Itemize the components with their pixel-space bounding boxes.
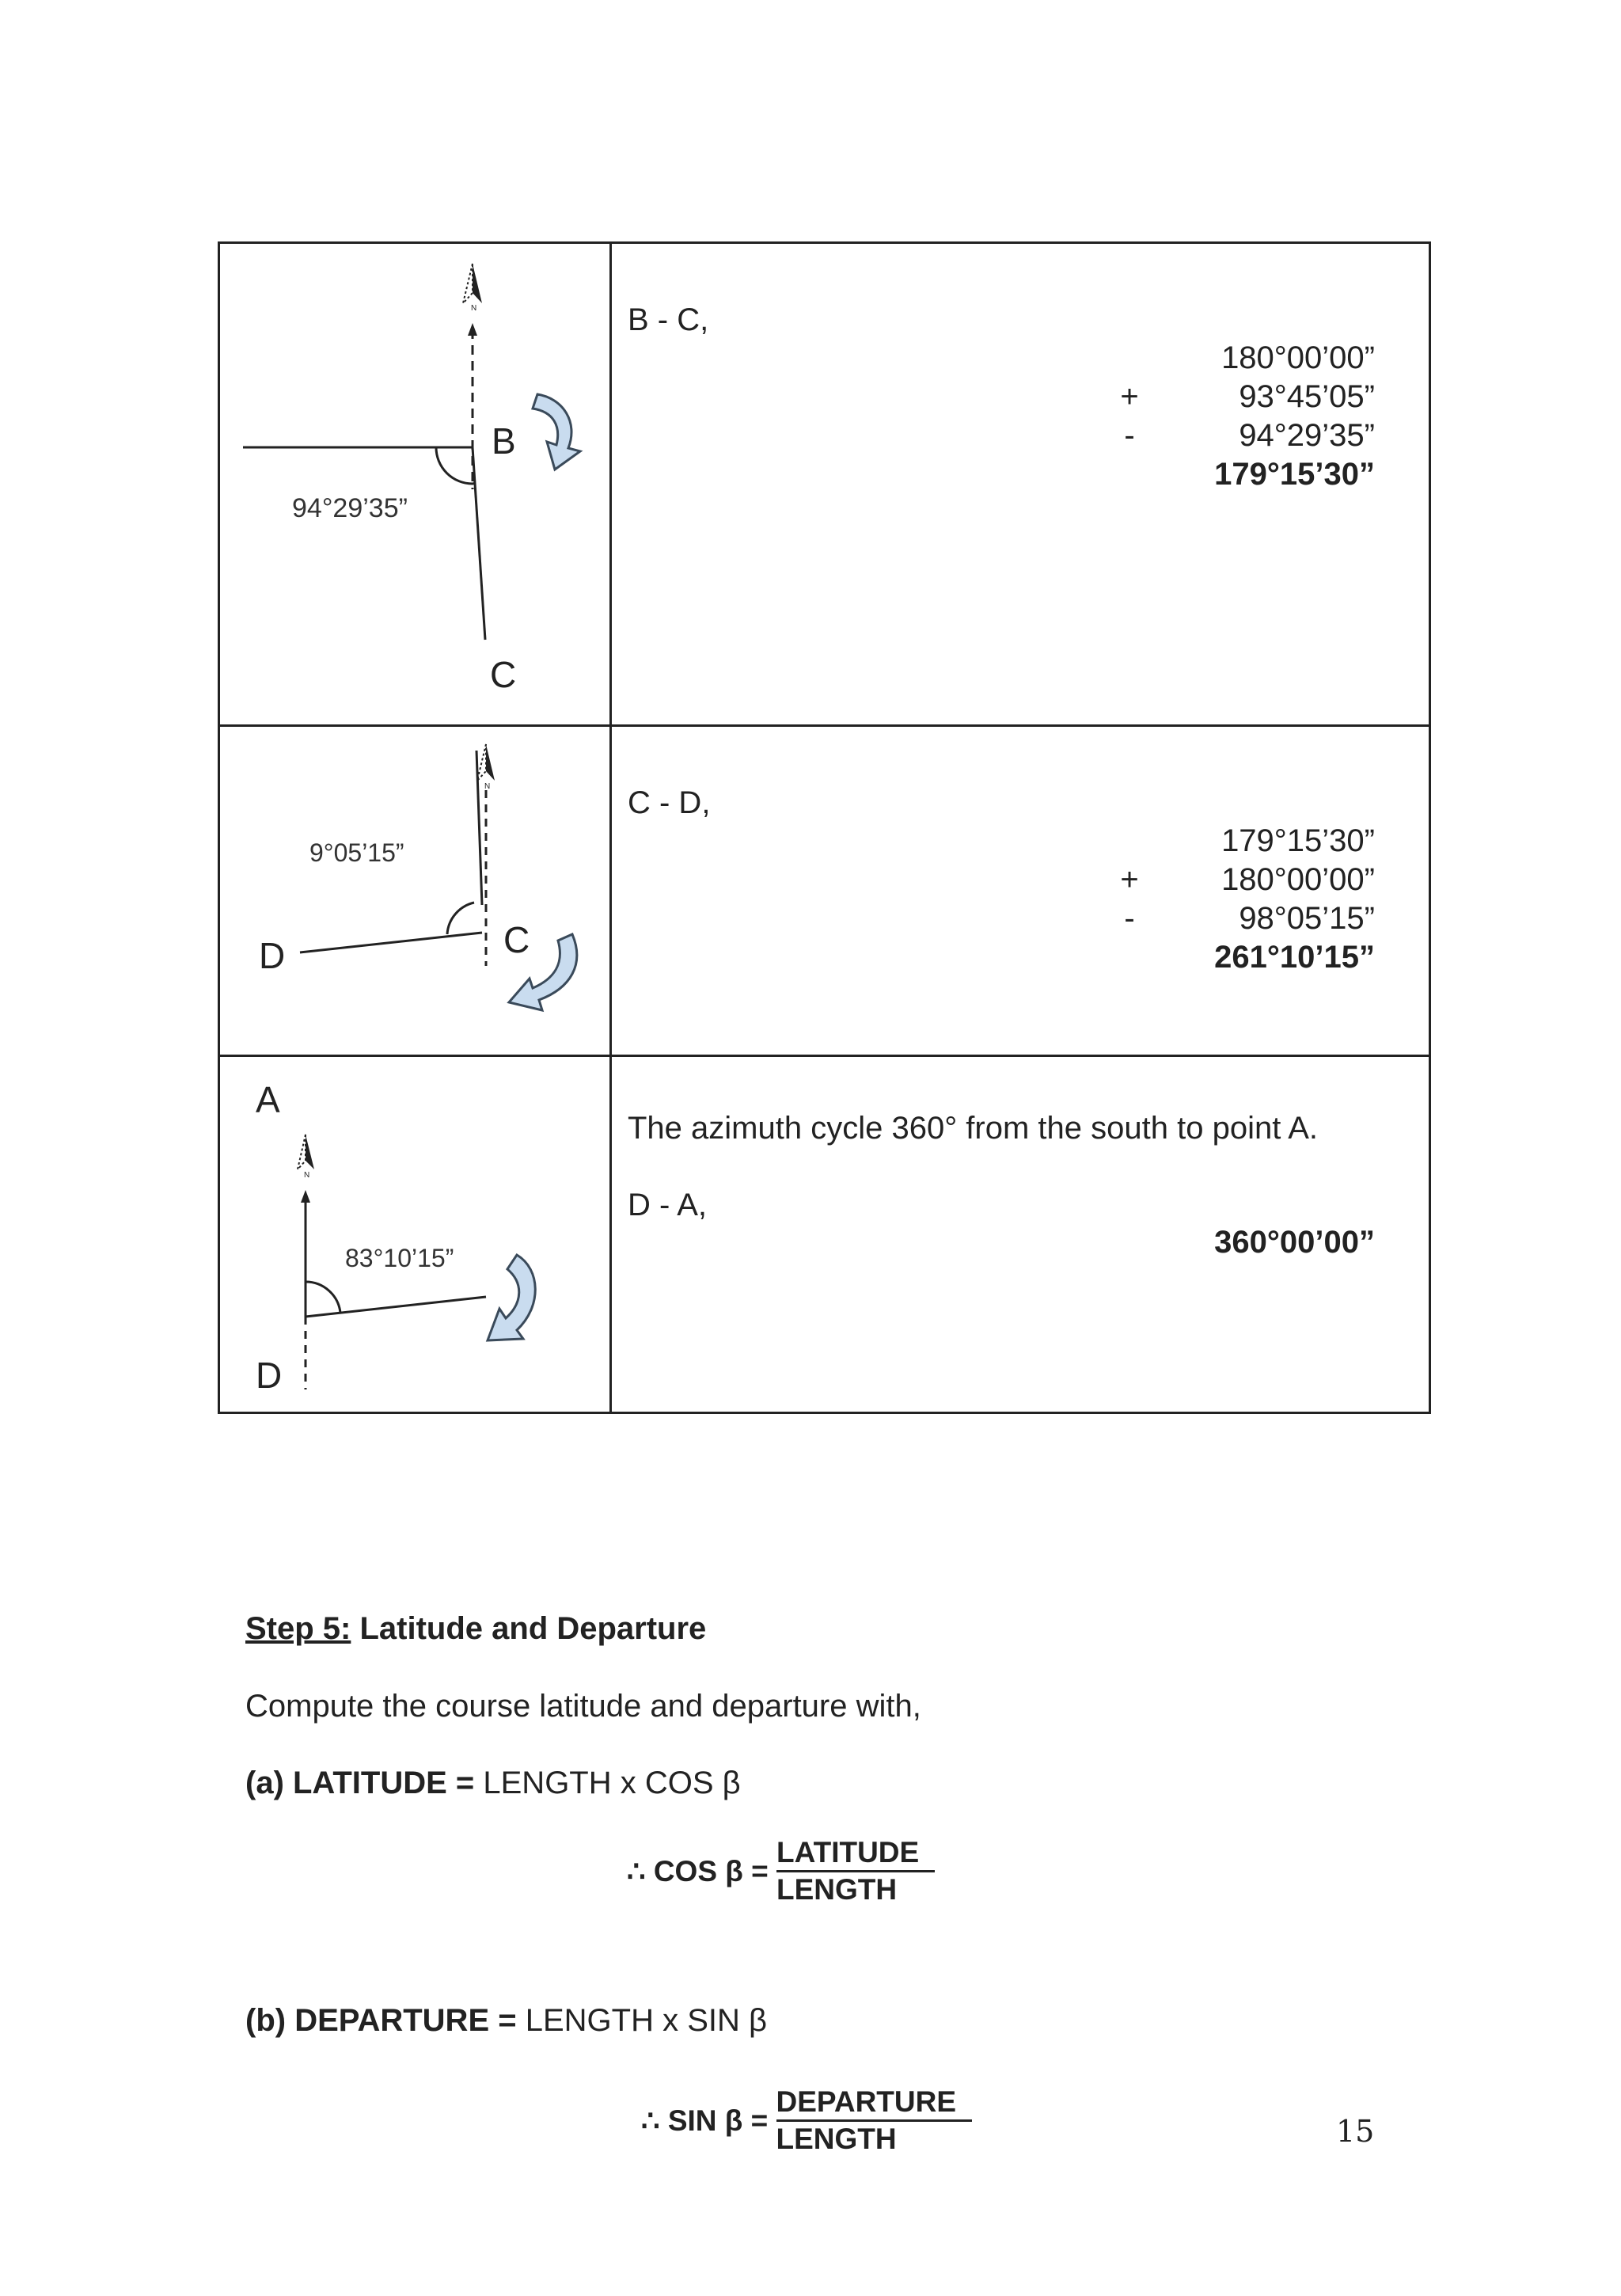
calc-row: + 180°00’00” xyxy=(1120,862,1375,897)
north-arrow-icon xyxy=(463,264,482,313)
meridian-arrowhead xyxy=(468,323,477,336)
sin-numerator: DEPARTURE xyxy=(776,2085,973,2122)
rotation-arrow-icon xyxy=(533,394,580,469)
cos-formula xyxy=(627,1835,935,1907)
svg-text:N: N xyxy=(471,304,477,313)
calc-row: 179°15’30” xyxy=(1221,823,1375,858)
cos-denominator: LENGTH xyxy=(776,1873,898,1906)
angle-arc xyxy=(306,1282,340,1313)
sin-fraction xyxy=(776,2085,973,2157)
cos-fraction xyxy=(776,1835,935,1907)
step-label: Step 5: xyxy=(245,1611,351,1646)
point-label-d: D xyxy=(256,1355,283,1396)
azimuth-note: The azimuth cycle 360° from the south to point A. xyxy=(628,1111,1319,1146)
cos-numerator: LATITUDE xyxy=(776,1835,935,1872)
latitude-definition xyxy=(245,1766,741,1801)
cos-formula-lhs: ∴ COS β = xyxy=(627,1855,769,1887)
sin-denominator: LENGTH xyxy=(776,2123,897,2155)
calc-row: 180°00’00” xyxy=(1221,340,1375,375)
line-c-d xyxy=(300,933,482,952)
north-arrow-icon xyxy=(477,744,495,791)
calc-block xyxy=(1114,1223,1375,1262)
calc-block xyxy=(1114,822,1375,977)
latitude-label: (a) LATITUDE = xyxy=(245,1766,475,1800)
calc-cell-c-d xyxy=(612,727,1429,1055)
calc-row: - 94°29’35” xyxy=(1124,418,1375,453)
diagram-b-c-svg xyxy=(222,244,609,724)
sin-formula xyxy=(641,2085,972,2157)
calc-block xyxy=(1114,339,1375,494)
calc-heading: B - C, xyxy=(628,302,709,337)
calc-result: 179°15’30” xyxy=(1214,457,1375,492)
angle-arc xyxy=(436,447,476,484)
angle-label: 83°10’15” xyxy=(345,1244,454,1272)
angle-label: 9°05’15” xyxy=(309,838,404,867)
line-d-b xyxy=(306,1297,486,1317)
calc-result: 360°00’00” xyxy=(1214,1225,1375,1260)
diagram-d-a-svg xyxy=(222,1057,609,1414)
diagram-c-d-svg xyxy=(222,727,609,1055)
calc-heading: C - D, xyxy=(628,785,711,820)
diagram-d-a xyxy=(222,1057,609,1414)
point-label-a: A xyxy=(256,1079,280,1120)
step-title: Latitude and Departure xyxy=(351,1611,707,1646)
sin-formula-lhs: ∴ SIN β = xyxy=(641,2104,769,2137)
rotation-arrow-icon xyxy=(488,1255,535,1340)
svg-text:N: N xyxy=(484,782,491,791)
departure-expression: LENGTH x SIN β xyxy=(516,2003,767,2038)
angle-label: 94°29’35” xyxy=(292,493,408,523)
calc-result: 261°10’15” xyxy=(1214,940,1375,975)
departure-definition xyxy=(245,2003,767,2039)
point-label-c: C xyxy=(503,919,530,960)
calc-cell-d-a xyxy=(612,1057,1429,1414)
departure-label: (b) DEPARTURE = xyxy=(245,2003,517,2038)
north-arrow-icon xyxy=(298,1135,314,1180)
line-b-c xyxy=(473,447,485,640)
step-heading xyxy=(245,1611,706,1647)
latitude-expression: LENGTH x COS β xyxy=(474,1766,741,1800)
svg-text:N: N xyxy=(304,1171,310,1180)
point-label-b: B xyxy=(492,420,516,462)
calc-row: - 98°05’15” xyxy=(1124,901,1375,936)
calc-cell-b-c xyxy=(612,244,1429,724)
diagram-b-c xyxy=(222,244,609,724)
diagram-c-d xyxy=(222,727,609,1055)
calc-row: + 93°45’05” xyxy=(1120,379,1375,414)
page-number: 15 xyxy=(1336,2114,1375,2149)
point-label-c: C xyxy=(490,654,517,695)
azimuth-table xyxy=(218,241,1431,1414)
step-intro: Compute the course latitude and departure with, xyxy=(245,1689,921,1724)
calc-heading: D - A, xyxy=(628,1188,708,1222)
point-label-d: D xyxy=(259,935,286,976)
meridian-arrowhead xyxy=(301,1190,310,1203)
angle-arc xyxy=(447,903,474,934)
